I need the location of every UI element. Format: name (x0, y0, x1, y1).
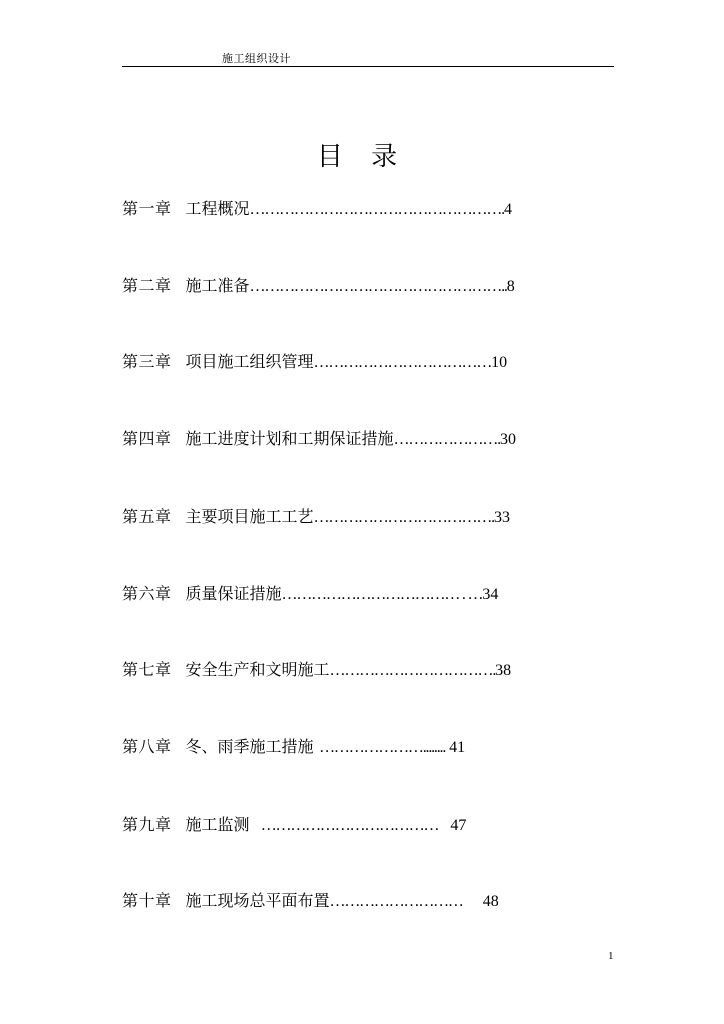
toc-entry[interactable] (122, 890, 499, 912)
dot-leader: ……………………………………………. (249, 201, 504, 218)
dot-leader: …………………. (393, 431, 500, 448)
chapter-title: 安全生产和文明施工 (185, 660, 330, 679)
chapter-title: 冬、雨季施工措施 (185, 737, 314, 756)
toc-entry[interactable] (122, 351, 507, 373)
dot-leader: ……………………………… (313, 354, 492, 371)
chapter-title: 工程概况 (185, 199, 250, 218)
toc-entry[interactable] (122, 428, 516, 450)
toc-entry[interactable] (122, 275, 515, 297)
toc-page-number: 48 (462, 893, 499, 910)
chapter-number: 第九章 (122, 815, 172, 834)
header-rule (122, 66, 614, 67)
dot-leader: ……………………… (329, 893, 463, 910)
dot-leader: …………………………………………….. (249, 278, 507, 295)
chapter-number: 第五章 (122, 507, 172, 526)
toc-entry[interactable] (122, 506, 510, 528)
dot-leader: ……………………………. (329, 662, 496, 679)
toc-page-number: 4 (503, 201, 512, 218)
chapter-title: 施工准备 (185, 276, 250, 295)
toc-page-number: 34 (482, 586, 499, 603)
chapter-number: 第四章 (122, 429, 172, 448)
toc-page-number: 10 (491, 354, 508, 371)
dot-leader: …………………........ (313, 739, 446, 756)
dot-leader: ……………………………… (249, 817, 439, 834)
header-title: 施工组织设计 (222, 52, 291, 65)
dot-leader: ……………………………… . … (281, 586, 483, 603)
page-number: 1 (608, 950, 614, 962)
toc-entry[interactable] (122, 198, 512, 220)
toc-entry[interactable] (122, 736, 465, 758)
toc-title: 目 录 (316, 142, 408, 172)
chapter-number: 第十章 (122, 891, 172, 910)
toc-page-number: 47 (438, 817, 467, 834)
chapter-title: 质量保证措施 (185, 584, 282, 603)
chapter-title: 主要项目施工工艺 (185, 507, 314, 526)
chapter-number: 第七章 (122, 660, 172, 679)
chapter-number: 第一章 (122, 199, 172, 218)
toc-page-number: 33 (493, 509, 510, 526)
chapter-title: 项目施工组织管理 (185, 352, 314, 371)
toc-entry[interactable] (122, 583, 498, 605)
chapter-number: 第六章 (122, 584, 172, 603)
toc-page-number: 8 (506, 278, 515, 295)
dot-leader: ………………………………. (313, 509, 494, 526)
chapter-title: 施工进度计划和工期保证措施 (185, 429, 394, 448)
chapter-number: 第二章 (122, 276, 172, 295)
toc-entry[interactable] (122, 814, 466, 836)
chapter-title: 施工监测 (185, 815, 250, 834)
chapter-number: 第三章 (122, 352, 172, 371)
chapter-title: 施工现场总平面布置 (185, 891, 330, 910)
toc-page-number: 38 (495, 662, 512, 679)
toc-page-number: 41 (445, 739, 466, 756)
toc-page-number: 30 (499, 431, 516, 448)
chapter-number: 第八章 (122, 737, 172, 756)
toc-entry[interactable] (122, 659, 511, 681)
